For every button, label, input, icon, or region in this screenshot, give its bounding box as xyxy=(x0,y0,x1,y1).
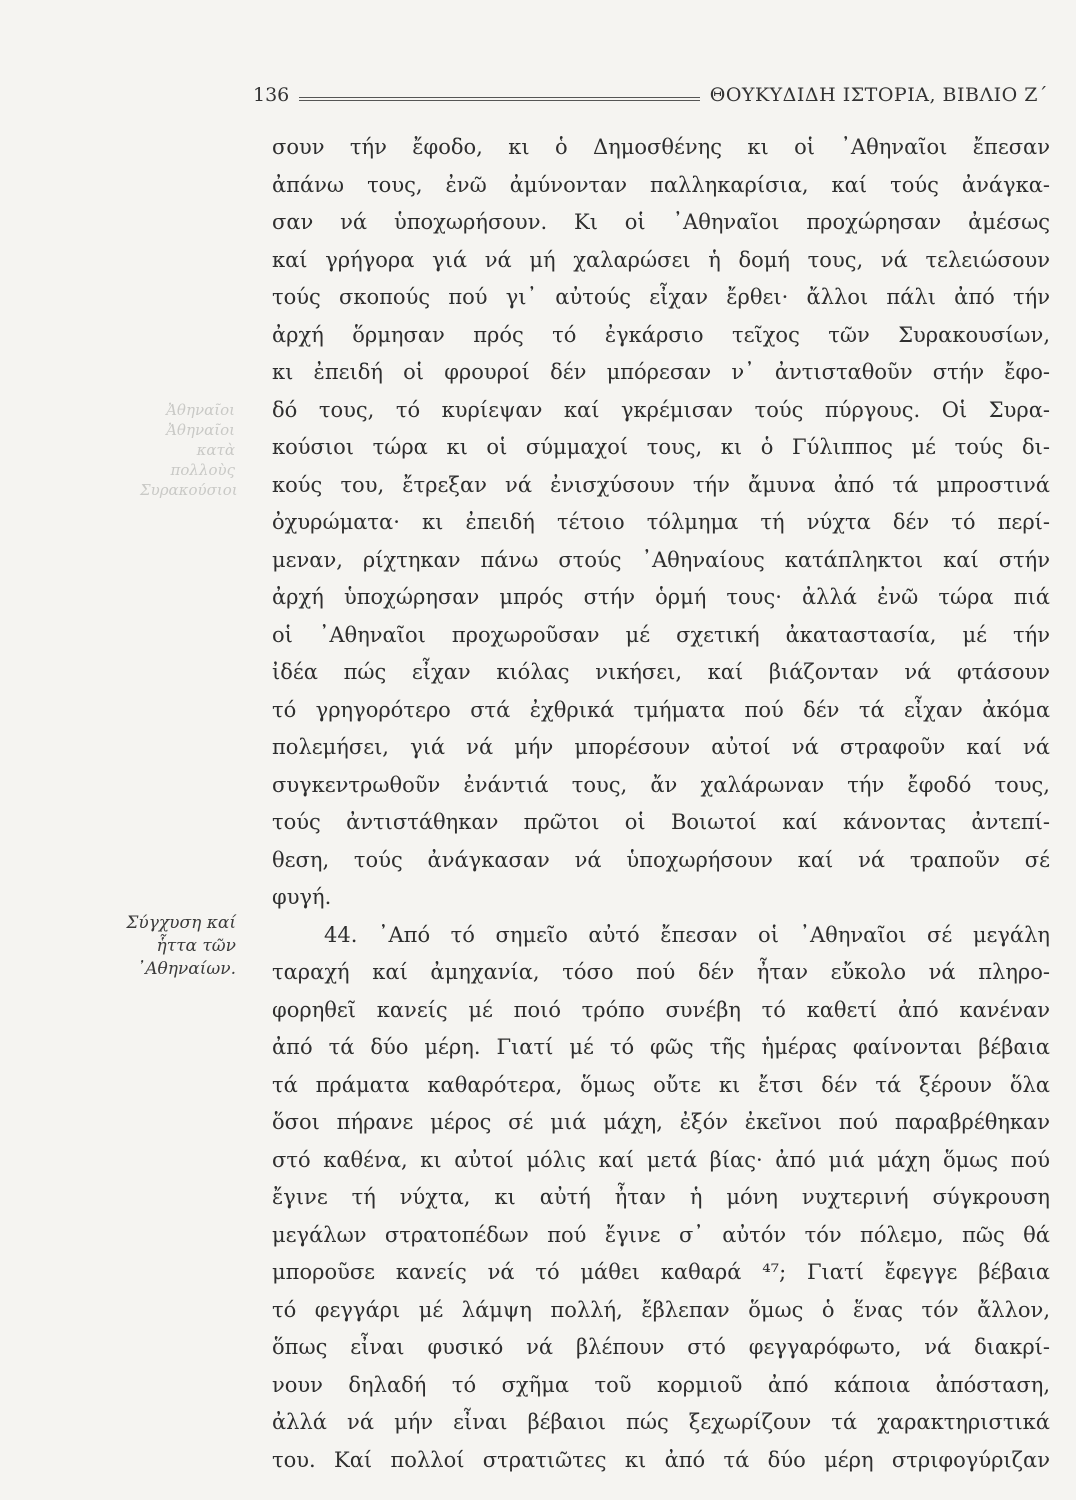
text-line: θεση, τούς ἀνάγκασαν νά ὑποχωρήσουν καί νά τραποῦν σέ xyxy=(272,847,1050,872)
text-line: μποροῦσε κανείς νά τό μάθει καθαρά ⁴⁷; Γιατί ἔφεγγε βέβαια xyxy=(272,1260,1050,1284)
section-44-first-line: 44. ᾿Από τό σημεῖο αὐτό ἔπεσαν οἱ ᾿Αθηναῖοι σέ μεγάλη xyxy=(324,922,1050,947)
text-line: τό γρηγορότερο στά ἐχθρικά τμήματα πού δέν τά εἶχαν ἀκόμα xyxy=(272,697,1050,722)
text-line: οἱ ᾿Αθηναῖοι προχωροῦσαν μέ σχετική ἀκαταστασία, μέ τήν xyxy=(272,622,1050,647)
text-line: ὅσοι πήρανε μέρος σέ μιά μάχη, ἐξόν ἐκεῖνοι πού παραβρέθηκαν xyxy=(272,1110,1050,1134)
text-line: κι ἐπειδή οἱ φρουροί δέν μπόρεσαν ν᾿ ἀντισταθοῦν στήν ἔφο- xyxy=(272,360,1050,384)
text-line: ἀλλά νά μήν εἶναι βέβαιοι πώς ξεχωρίζουν τά χαρακτηριστικά xyxy=(272,1410,1050,1434)
text-line: ταραχή καί ἀμηχανία, τόσο πού δέν ἦταν εὔκολο νά πληρο- xyxy=(272,960,1050,984)
text-line: τούς ἀντιστάθηκαν πρῶτοι οἱ Βοιωτοί καί κάνοντας ἀντεπί- xyxy=(272,810,1050,834)
text-line: μεγάλων στρατοπέδων πού ἔγινε σ᾿ αὐτόν τόν πόλεμο, πῶς θά xyxy=(272,1222,1050,1247)
text-line: πολεμήσει, γιά νά μήν μπορέσουν αὐτοί νά στραφοῦν καί νά xyxy=(272,735,1050,759)
text-line: κούσιοι τώρα κι οἱ σύμμαχοί τους, κι ὁ Γύλιππος μέ τούς δι- xyxy=(272,435,1050,459)
body-text xyxy=(272,129,1050,1479)
margin-note-line: Σύγχυση καί xyxy=(126,913,236,933)
text-line: φορηθεῖ κανείς μέ ποιό τρόπο συνέβη τό καθετί ἀπό κανέναν xyxy=(272,997,1050,1022)
text-line: καί γρήγορα γιά νά μή χαλαρώσει ἡ δομή τους, νά τελειώσουν xyxy=(272,247,1050,272)
margin-note-line: ᾿Αθηναίων. xyxy=(136,959,236,979)
text-line: συγκεντρωθοῦν ἐνάντιά τους, ἄν χαλάρωναν τήν ἔφοδό τους, xyxy=(272,772,1050,797)
header-rule xyxy=(299,97,699,101)
text-line: σουν τήν ἔφοδο, κι ὁ Δημοσθένης κι οἱ ᾿Αθηναῖοι ἔπεσαν xyxy=(272,135,1050,159)
text-line: ἰδέα πώς εἶχαν κιόλας νικήσει, καί βιάζονταν νά φτάσουν xyxy=(272,660,1050,684)
text-line: τό φεγγάρι μέ λάμψη πολλή, ἔβλεπαν ὅμως ὁ ἕνας τόν ἄλλον, xyxy=(272,1297,1050,1322)
text-line: τά πράματα καθαρότερα, ὅμως οὔτε κι ἔτσι δέν τά ξέρουν ὅλα xyxy=(272,1072,1050,1097)
text-line: μεναν, ρίχτηκαν πάνω στούς ᾿Αθηναίους κατάπληκτοι καί στήν xyxy=(272,547,1050,572)
text-line: φυγή. xyxy=(272,885,332,909)
text-line: ἀπό τά δύο μέρη. Γιατί μέ τό φῶς τῆς ἡμέρας φαίνονται βέβαια xyxy=(272,1035,1050,1059)
margin-note-line: ἧττα τῶν xyxy=(156,936,236,956)
bleed-through-margin-note: Ἀθηναῖοι Ἀθηναῖοι κατὰ πολλοὺς Συρακούσιοι xyxy=(140,401,238,499)
page-header xyxy=(253,78,1048,108)
text-line: στό καθένα, κι αὐτοί μόλις καί μετά βίας· ἀπό μιά μάχη ὅμως πού xyxy=(272,1147,1050,1172)
text-line: ἔγινε τή νύχτα, κι αὐτή ἦταν ἡ μόνη νυχτερινή σύγκρουση xyxy=(272,1185,1050,1209)
text-line: κούς του, ἔτρεξαν νά ἐνισχύσουν τήν ἄμυνα ἀπό τά μπροστινά xyxy=(272,472,1050,497)
text-line: του. Καί πολλοί στρατιῶτες κι ἀπό τά δύο μέρη στριφογύριζαν xyxy=(272,1447,1050,1472)
text-line: δό τους, τό κυρίεψαν καί γκρέμισαν τούς πύργους. Οἱ Συρα- xyxy=(272,397,1050,422)
margin-note-section-44 xyxy=(118,912,236,981)
text-line: νουν δηλαδή τό σχῆμα τοῦ κορμιοῦ ἀπό κάποια ἀπόσταση, xyxy=(272,1372,1050,1397)
page-number: 136 xyxy=(253,84,290,106)
text-line: ὅπως εἶναι φυσικό νά βλέπουν στό φεγγαρόφωτο, νά διακρί- xyxy=(272,1335,1050,1359)
text-line: ἀρχή ὅρμησαν πρός τό ἐγκάρσιο τεῖχος τῶν Συρακουσίων, xyxy=(272,322,1050,347)
text-line: ὀχυρώματα· κι ἐπειδή τέτοιο τόλμημα τή νύχτα δέν τό περί- xyxy=(272,510,1050,534)
text-line: σαν νά ὑποχωρήσουν. Κι οἱ ᾿Αθηναῖοι προχώρησαν ἀμέσως xyxy=(272,210,1050,234)
running-title: ΘΟΥΚΥΔΙΔΗ ΙΣΤΟΡΙΑ, ΒΙΒΛΙΟ Ζ΄ xyxy=(709,84,1048,106)
text-line: τούς σκοπούς πού γι᾿ αὐτούς εἶχαν ἔρθει· ἄλλοι πάλι ἀπό τήν xyxy=(272,285,1050,309)
text-line: ἀρχή ὑποχώρησαν μπρός στήν ὁρμή τους· ἀλλά ἐνῶ τώρα πιά xyxy=(272,585,1050,609)
text-line: ἀπάνω τους, ἐνῶ ἀμύνονταν παλληκαρίσια, καί τούς ἀνάγκα- xyxy=(272,172,1050,197)
